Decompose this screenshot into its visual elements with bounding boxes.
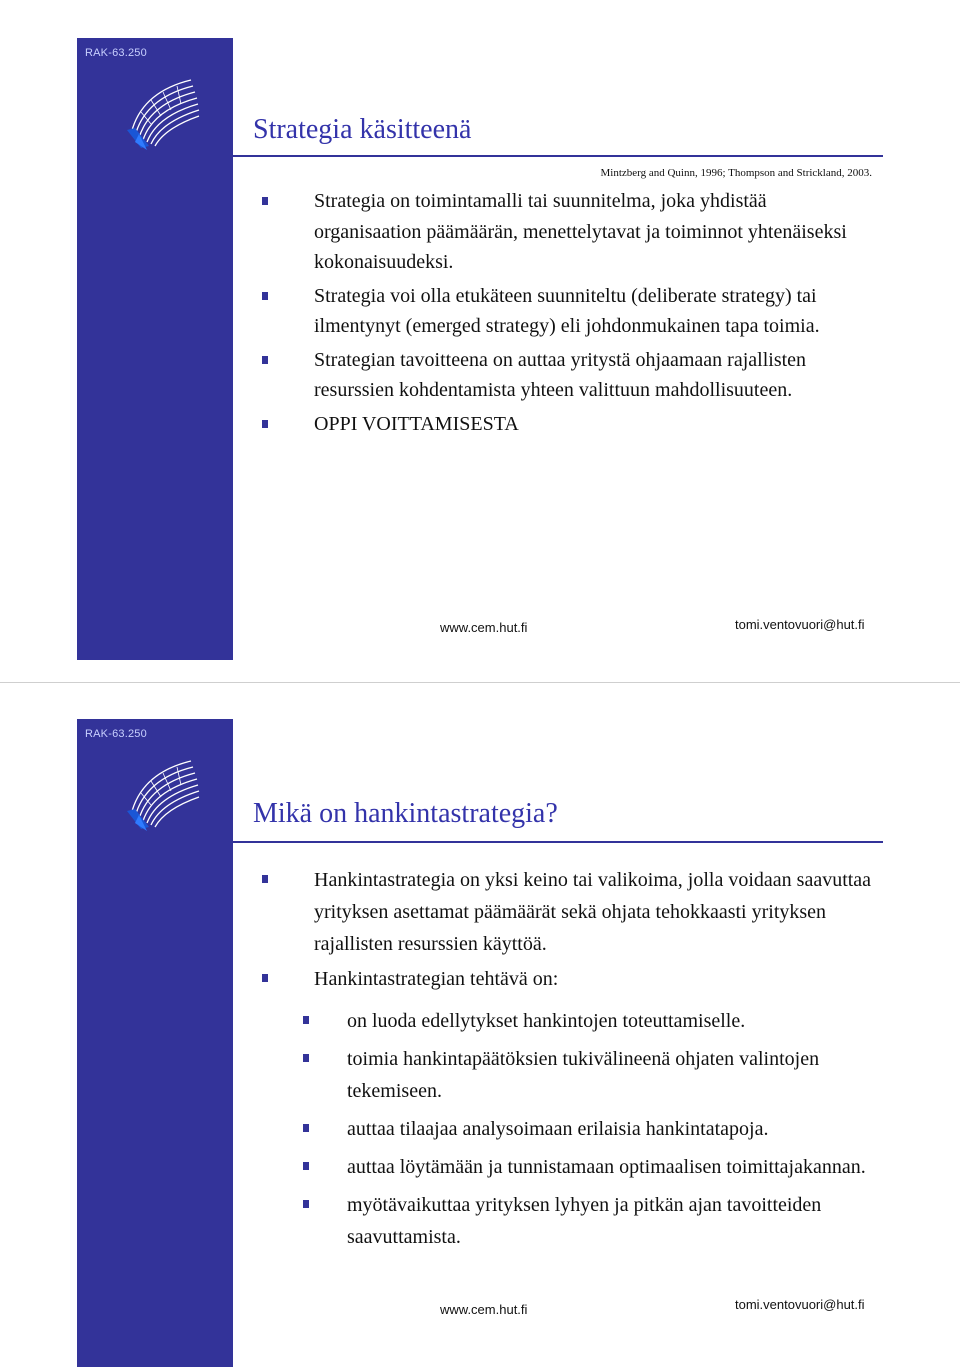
- bullet-text: Hankintastrategian tehtävä on:: [314, 968, 559, 990]
- sub-list-item: [303, 1005, 872, 1037]
- list-item: [262, 409, 872, 440]
- footer-email: tomi.ventovuori@hut.fi: [735, 1297, 865, 1312]
- square-bullet-icon: [303, 1200, 309, 1208]
- list-item: [262, 345, 872, 406]
- slide-1: [0, 0, 960, 680]
- square-bullet-icon: [262, 356, 268, 364]
- list-item: [262, 186, 872, 278]
- list-item: [262, 864, 872, 960]
- page-divider: [0, 682, 960, 683]
- bullet-text: Strategia voi olla etukäteen suunniteltu (deliberate strategy) tai ilmentynyt (emerged strategy) eli johdonmukainen tapa toimia.: [314, 284, 820, 337]
- title-divider: [233, 155, 883, 157]
- list-item: [262, 963, 872, 995]
- slide-title: Strategia käsitteenä: [253, 114, 472, 145]
- citation: Mintzberg and Quinn, 1996; Thompson and Strickland, 2003.: [600, 167, 872, 179]
- square-bullet-icon: [303, 1016, 309, 1024]
- square-bullet-icon: [262, 292, 268, 300]
- bullet-text: Strategia on toimintamalli tai suunnitelma, joka yhdistää organisaation päämäärän, menettelytavat ja toiminnot yhtenäiseksi kokonaisuudeksi.: [314, 190, 847, 273]
- university-logo-icon: [121, 72, 201, 150]
- square-bullet-icon: [262, 875, 268, 883]
- bullet-text: OPPI VOITTAMISESTA: [314, 412, 519, 435]
- bullet-text: on luoda edellytykset hankintojen toteuttamiselle.: [347, 1010, 746, 1032]
- course-code: RAK-63.250: [85, 47, 147, 59]
- bullet-text: Hankintastrategia on yksi keino tai valikoima, jolla voidaan saavuttaa yrityksen asettamat päämäärät sekä ohjata tehokkaasti yrityksen rajallisten resurssien käyttöä.: [314, 869, 872, 955]
- square-bullet-icon: [262, 420, 268, 428]
- bullet-list: [262, 186, 872, 442]
- list-item: [262, 281, 872, 342]
- square-bullet-icon: [262, 974, 268, 982]
- bullet-text: toimia hankintapäätöksien tukivälineenä ohjaten valintojen tekemiseen.: [347, 1048, 820, 1102]
- sub-list-item: [303, 1043, 872, 1107]
- slide-sidebar: [77, 719, 233, 1367]
- sub-list-item: [303, 1113, 872, 1145]
- slide-sidebar: [77, 38, 233, 660]
- square-bullet-icon: [303, 1162, 309, 1170]
- course-code: RAK-63.250: [85, 728, 147, 740]
- footer-email: tomi.ventovuori@hut.fi: [735, 617, 865, 632]
- square-bullet-icon: [303, 1124, 309, 1132]
- bullet-text: Strategian tavoitteena on auttaa yritystä ohjaamaan rajallisten resurssien kohdentamista yhteen valittuun mahdollisuuteen.: [314, 348, 807, 401]
- title-divider: [233, 841, 883, 843]
- slide-title: Mikä on hankintastrategia?: [253, 798, 558, 829]
- square-bullet-icon: [303, 1054, 309, 1062]
- bullet-list: [262, 864, 872, 1256]
- square-bullet-icon: [262, 197, 268, 205]
- footer-website: www.cem.hut.fi: [440, 1302, 528, 1317]
- sub-list-item: [303, 1189, 872, 1253]
- bullet-text: myötävaikuttaa yrityksen lyhyen ja pitkän ajan tavoitteiden saavuttamista.: [347, 1194, 822, 1248]
- sub-list-item: [303, 1151, 872, 1183]
- bullet-text: auttaa tilaajaa analysoimaan erilaisia hankintatapoja.: [347, 1118, 769, 1140]
- bullet-text: auttaa löytämään ja tunnistamaan optimaalisen toimittajakannan.: [347, 1156, 866, 1178]
- university-logo-icon: [121, 753, 201, 831]
- footer-website: www.cem.hut.fi: [440, 620, 528, 635]
